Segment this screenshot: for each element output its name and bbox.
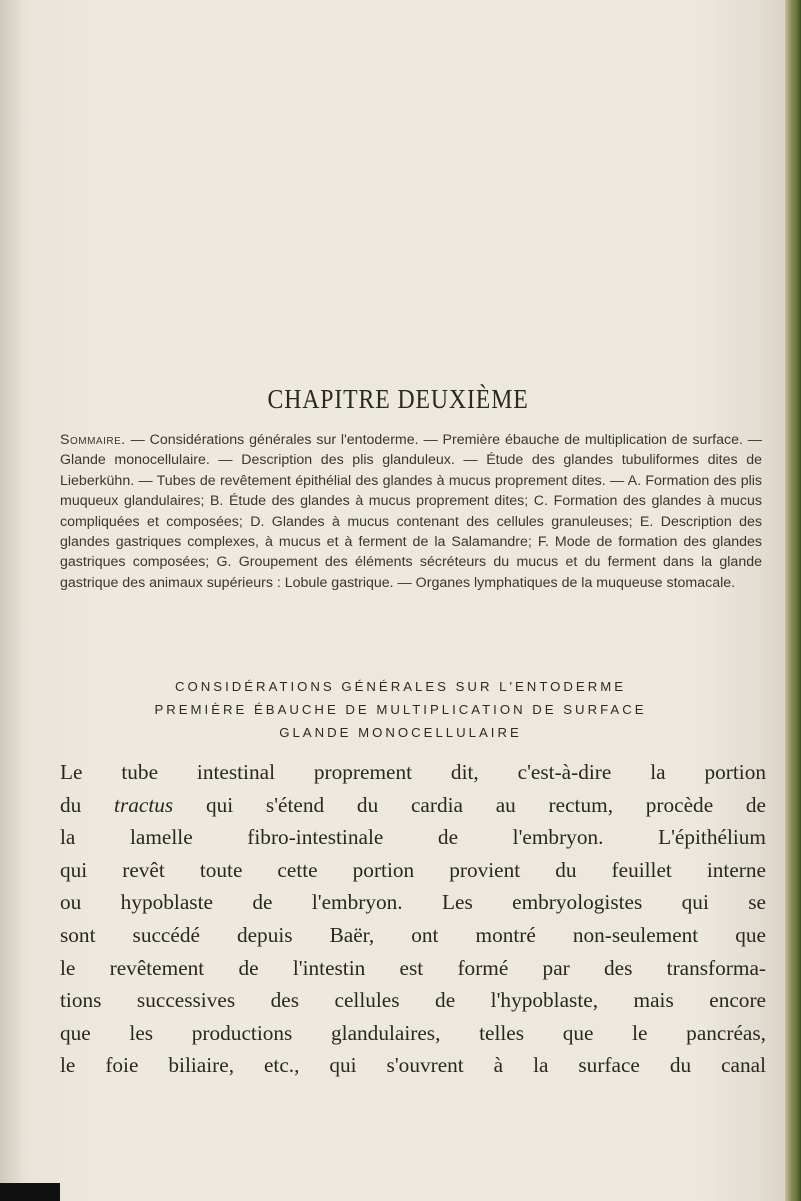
body-line: tions successives des cellules de l'hypoblaste, mais encore	[60, 988, 766, 1013]
body-line: sont succédé depuis Baër, ont montré non-seulement que	[60, 922, 766, 947]
summary-text: — Considérations générales sur l'entoderme. — Première ébauche de multiplication de surface. — Glande monocellulaire. — Description des plis glanduleux. — Étude des glandes tubuliformes dites de Lieberkühn. — Tubes de revêtement épithélial des glandes à mucus proprement dites. — A. Formation des plis muqueux glandulaires; B. Étude des glandes à mucus proprement dites; C. Formation des glandes à mucus compliquées et composées; D. Glandes à mucus contenant des cellules granuleuses; E. Description des glandes gastriques complexes, à mucus et à ferment de la Salamandre; F. Mode de formation des glandes gastriques composées; G. Groupement des éléments sécréteurs du mucus et du ferment dans la glande gastrique des animaux supérieurs : Lobule gastrique. — Organes lymphatiques de la muqueuse stomacale.	[60, 432, 762, 591]
body-line: Le tube intestinal proprement dit, c'est-à-dire la portion	[60, 760, 766, 784]
body-line-end: qui s'étend du cardia au rectum, procède de	[205, 792, 766, 817]
body-line: ou hypoblaste de l'embryon. Les embryologistes qui se	[60, 890, 766, 915]
body-line: le foie biliaire, etc., qui s'ouvrent à la surface du canal	[60, 1053, 766, 1078]
body-paragraph	[60, 756, 766, 1082]
summary-lead: Sommaire.	[60, 432, 126, 448]
summary-paragraph	[60, 430, 762, 593]
body-line: le revêtement de l'intestin est formé par des transforma-	[60, 955, 766, 980]
scan-corner	[0, 1183, 60, 1201]
body-line-start: du	[60, 792, 82, 817]
chapter-title: CHAPITRE DEUXIÈME	[267, 384, 529, 414]
tractus-italic: tractus	[114, 792, 174, 817]
body-line: que les productions glandulaires, telles que le pancréas,	[60, 1020, 766, 1045]
page-left-edge	[0, 0, 22, 1201]
section-heading-1: CONSIDÉRATIONS GÉNÉRALES SUR L'ENTODERME	[174, 679, 627, 694]
section-heading-3: GLANDE MONOCELLULAIRE	[279, 725, 522, 740]
body-line: la lamelle fibro-intestinale de l'embryon. L'épithélium	[60, 825, 766, 850]
body-line: qui revêt toute cette portion provient du feuillet interne	[60, 857, 766, 882]
section-heading-2: PREMIÈRE ÉBAUCHE DE MULTIPLICATION DE SURFACE	[154, 702, 647, 717]
body-line	[60, 789, 766, 822]
page-right-edge	[785, 0, 801, 1201]
